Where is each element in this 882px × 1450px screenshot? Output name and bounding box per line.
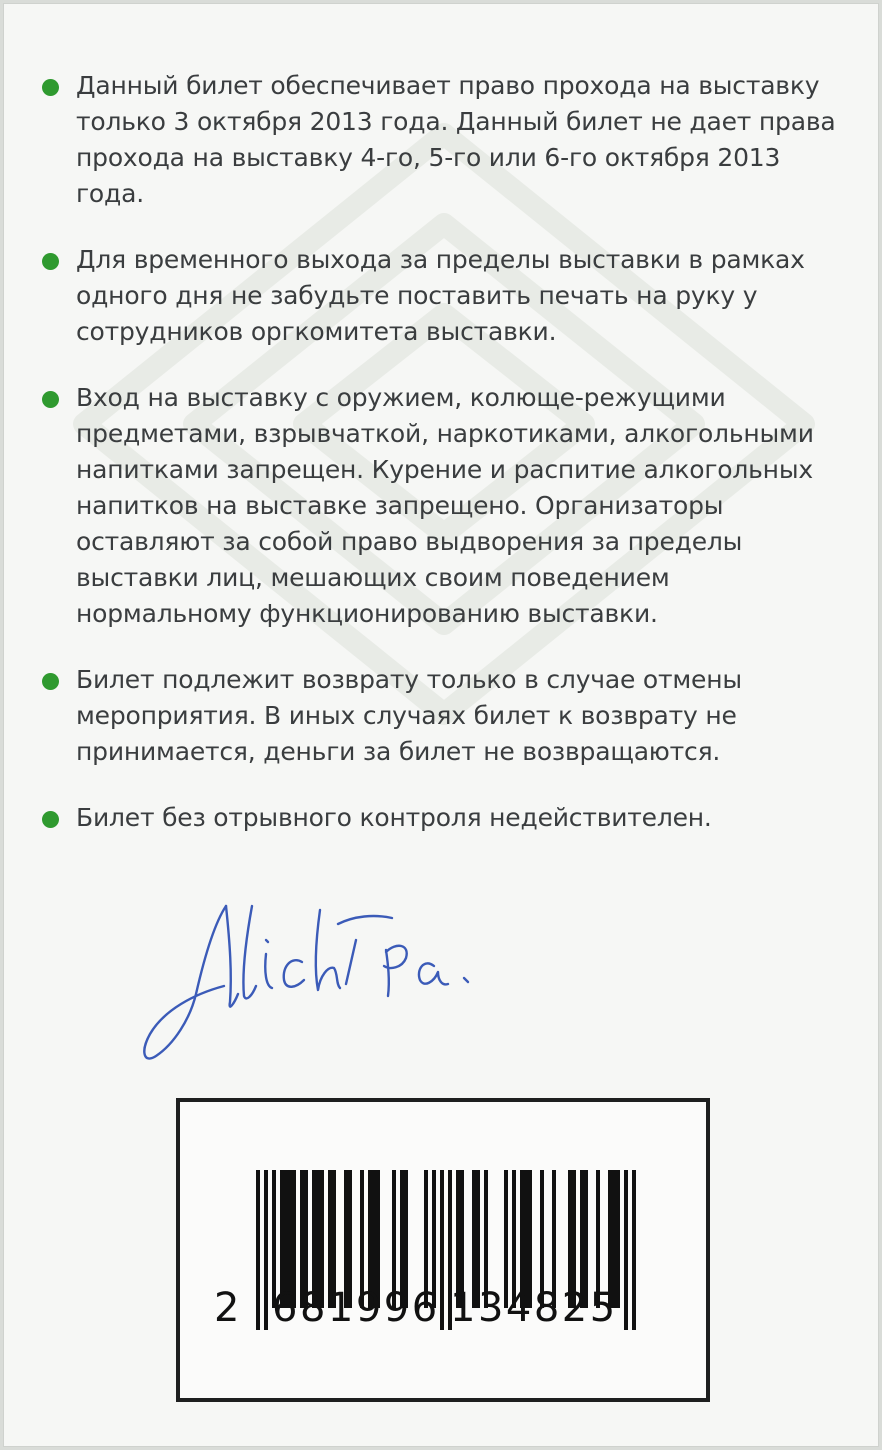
rules-list xyxy=(42,68,852,866)
barcode-bars xyxy=(180,1102,714,1406)
rule-text: Данный билет обеспечивает право прохода на выставку только 3 октября 2013 года. Данный билет не дает права прохода на выставку 4-го, 5-го или 6-го октября 2013 года. xyxy=(76,71,836,208)
bullet-dot xyxy=(42,253,59,270)
barcode-left-digits: 681996 xyxy=(272,1285,440,1331)
barcode-first-digit: 2 xyxy=(214,1285,240,1331)
rule-item xyxy=(42,380,852,632)
rule-item xyxy=(42,242,852,350)
handwritten-signature xyxy=(134,884,534,1074)
barcode-guard-bar xyxy=(632,1170,636,1330)
barcode-box xyxy=(176,1098,710,1402)
barcode-guard-bar xyxy=(440,1170,444,1330)
bullet-dot xyxy=(42,673,59,690)
barcode-right-digits: 134825 xyxy=(450,1285,618,1331)
rule-text: Вход на выставку с оружием, колюще-режущими предметами, взрывчаткой, наркотиками, алкогольными напитками запрещен. Курение и распитие алкогольных напитков на выставке запрещено. Организаторы оставляют за собой право выдворения за пределы выставки лиц, мешающих своим поведением нормальному функционированию выставки. xyxy=(76,383,814,628)
rule-text: Билет подлежит возврату только в случае отмены мероприятия. В иных случаях билет к возврату не принимается, деньги за билет не возвращаются. xyxy=(76,665,742,766)
rule-item xyxy=(42,68,852,212)
rule-text: Для временного выхода за пределы выставки в рамках одного дня не забудьте поставить печать на руку у сотрудников оргкомитета выставки. xyxy=(76,245,805,346)
barcode-guard-bar xyxy=(624,1170,628,1330)
rule-item xyxy=(42,662,852,770)
bullet-dot xyxy=(42,811,59,828)
barcode-guard-bar xyxy=(264,1170,268,1330)
barcode-guard-bar xyxy=(256,1170,260,1330)
bullet-dot xyxy=(42,391,59,408)
bullet-dot xyxy=(42,79,59,96)
rule-text: Билет без отрывного контроля недействителен. xyxy=(76,803,712,832)
ticket-back xyxy=(3,3,879,1447)
rule-item xyxy=(42,800,852,836)
